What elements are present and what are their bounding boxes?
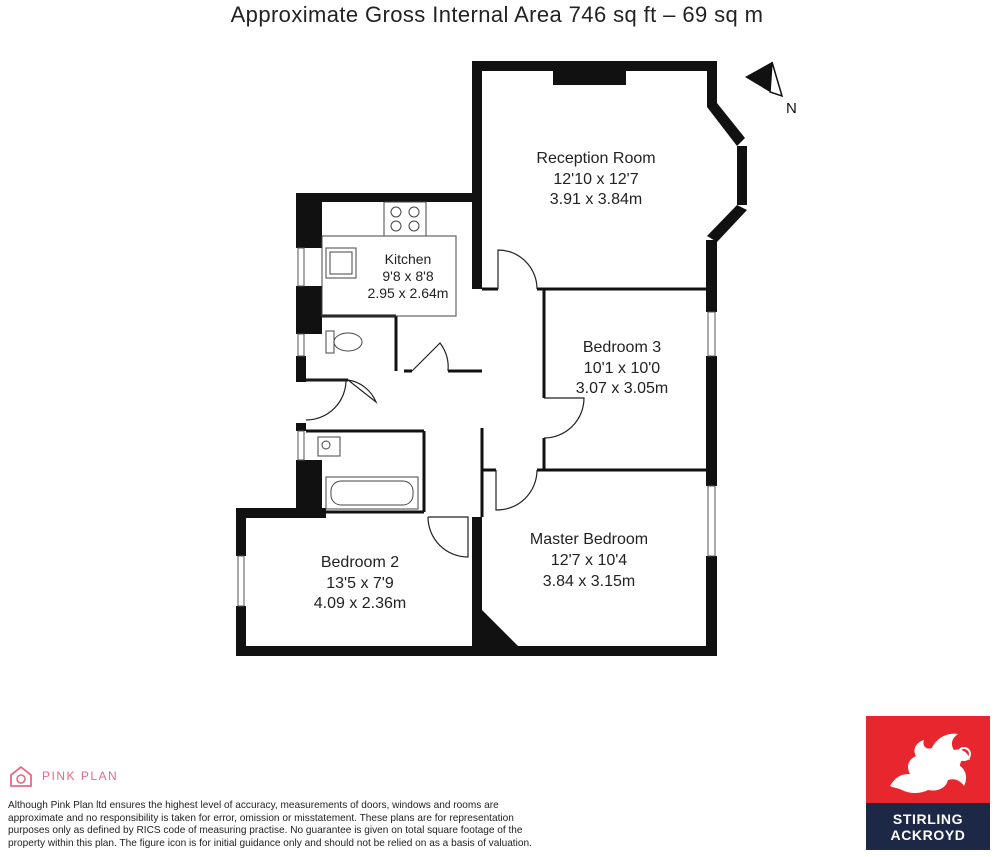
room-bedroom2 bbox=[314, 554, 407, 612]
pink-plan-text: PINK PLAN bbox=[42, 769, 119, 783]
brand-line2: ACKROYD bbox=[890, 826, 966, 843]
brand-navy-panel bbox=[866, 803, 990, 850]
brand-red-panel bbox=[866, 716, 990, 803]
room-imperial: 12'10 x 12'7 bbox=[553, 171, 639, 188]
griffin-icon bbox=[866, 716, 990, 803]
room-name: Master Bedroom bbox=[529, 531, 649, 548]
room-imperial: 12'7 x 10'4 bbox=[550, 552, 628, 569]
pink-plan-logo bbox=[8, 764, 118, 788]
room-reception bbox=[536, 150, 655, 208]
room-imperial: 10'1 x 10'0 bbox=[583, 360, 661, 377]
brand-line1: STIRLING bbox=[892, 810, 964, 827]
room-name: Bedroom 3 bbox=[582, 339, 662, 356]
room-name: Kitchen bbox=[384, 251, 432, 267]
house-icon bbox=[8, 764, 34, 788]
stirling-ackroyd-logo bbox=[866, 716, 990, 850]
room-metric: 3.84 x 3.15m bbox=[542, 573, 636, 590]
inner-walls bbox=[306, 289, 707, 517]
room-name: Bedroom 2 bbox=[320, 554, 400, 571]
room-metric: 2.95 x 2.64m bbox=[367, 285, 449, 301]
walls bbox=[236, 61, 747, 656]
area-title: Approximate Gross Internal Area 746 sq ft – 69 sq m bbox=[230, 2, 764, 27]
room-kitchen bbox=[368, 251, 449, 301]
room-bedroom3 bbox=[576, 339, 669, 397]
room-imperial: 13'5 x 7'9 bbox=[326, 575, 394, 592]
room-metric: 4.09 x 2.36m bbox=[313, 595, 407, 612]
disclaimer: Although Pink Plan ltd ensures the highest level of accuracy, measurements of doors, windows and rooms are approximate and no responsibility is taken for error, omission or misstatement. These plans are for representation purposes only as defined by RICS code of measuring practise. No guarantee is given on total square footage of the property within this plan. The figure icon is for initial guidance only and should not be relied on as a basis of valuation. bbox=[8, 800, 532, 849]
room-metric: 3.91 x 3.84m bbox=[549, 191, 643, 208]
wc-fixtures bbox=[326, 331, 362, 353]
compass-icon bbox=[745, 62, 797, 117]
room-name: Reception Room bbox=[536, 150, 656, 167]
room-metric: 3.07 x 3.05m bbox=[575, 380, 669, 397]
bathroom-fixtures bbox=[318, 437, 418, 509]
room-imperial: 9'8 x 8'8 bbox=[382, 268, 434, 284]
room-master bbox=[530, 531, 648, 590]
compass-label: N bbox=[786, 100, 797, 117]
